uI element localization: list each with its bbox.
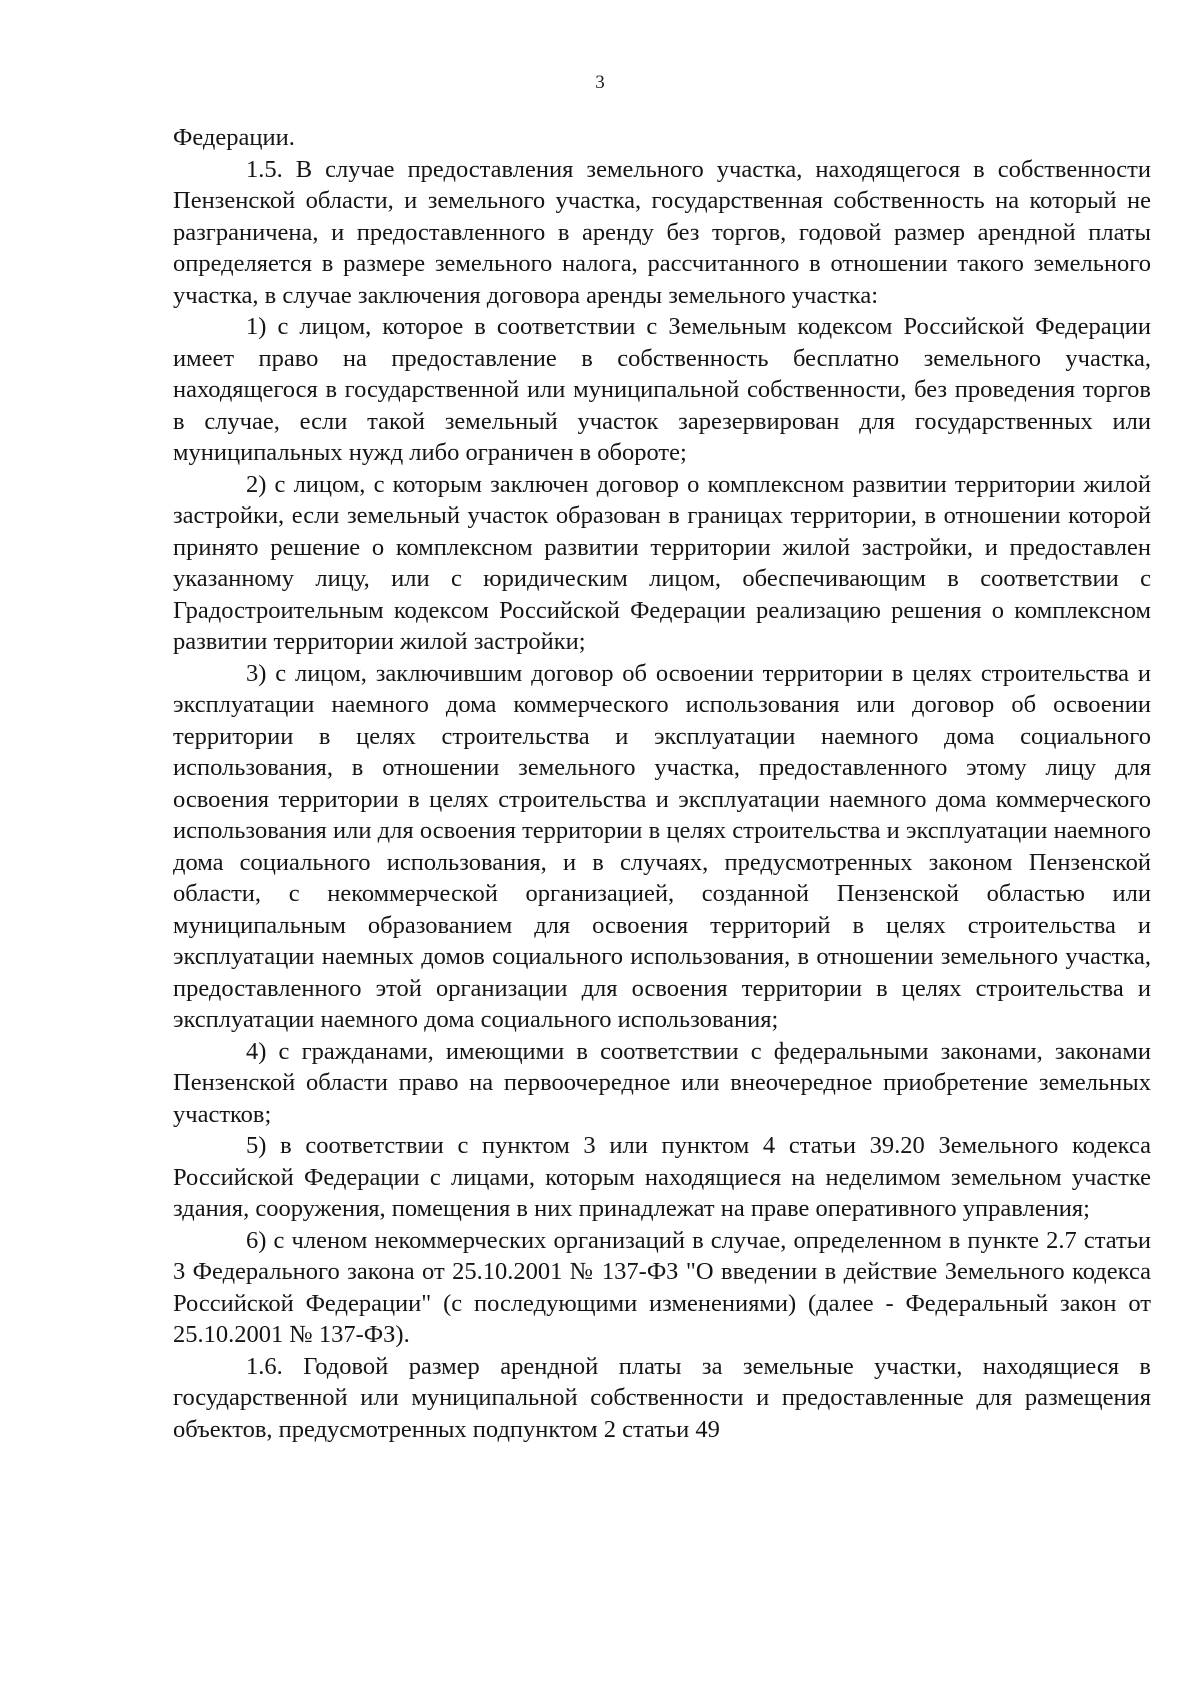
paragraph-clause-1-6: 1.6. Годовой размер арендной платы за земельные участки, находящиеся в государственной или муниципальной собственности и предоставленные для размещения объектов, предусмотренных подпунктом 2 статьи 49 — [173, 1352, 1151, 1443]
document-body — [173, 122, 1151, 1445]
paragraph-item-1: 1) с лицом, которое в соответствии с Земельным кодексом Российской Федерации имеет право на предоставление в собственность бесплатно земельного участка, находящегося в государственной или муниципальной собственности, без проведения торгов в случае, если такой земельный участок зарезервирован для государственных или муниципальных нужд либо ограничен в обороте; — [173, 313, 1151, 466]
paragraph-continuation: Федерации. — [173, 124, 295, 151]
paragraph-item-4: 4) с гражданами, имеющими в соответствии с федеральными законами, законами Пензенской области право на первоочередное или внеочередное приобретение земельных участков; — [173, 1037, 1151, 1128]
paragraph-item-6: 6) с членом некоммерческих организаций в случае, определенном в пункте 2.7 статьи 3 Федерального закона от 25.10.2001 № 137-ФЗ "О введении в действие Земельного кодекса Российской Федерации" (с последующими изменениями) (далее - Федеральный закон от 25.10.2001 № 137-ФЗ). — [173, 1226, 1151, 1348]
paragraph-item-3: 3) с лицом, заключившим договор об освоении территории в целях строительства и эксплуатации наемного дома коммерческого использования или договор об освоении территории в целях строительства и эксплуатации наемного дома социального использования, в отношении земельного участка, предоставленного этому лицу для освоения территории в целях строительства и эксплуатации наемного дома коммерческого использования или для освоения территории в целях строительства и эксплуатации наемного дома социального использования, и в случаях, предусмотренных законом Пензенской области, с некоммерческой организацией, созданной Пензенской областью или муниципальным образованием для освоения территорий в целях строительства и эксплуатации наемных домов социального использования, в отношении земельного участка, предоставленного этой организации для освоения территории в целях строительства и эксплуатации наемного дома социального использования; — [173, 659, 1151, 1033]
paragraph-clause-1-5: 1.5. В случае предоставления земельного участка, находящегося в собственности Пензенской области, и земельного участка, государственная собственность на который не разграничена, и предоставленного в аренду без торгов, годовой размер арендной платы определяется в размере земельного налога, рассчитанного в отношении такого земельного участка, в случае заключения договора аренды земельного участка: — [173, 155, 1151, 309]
paragraph-item-5: 5) в соответствии с пунктом 3 или пунктом 4 статьи 39.20 Земельного кодекса Российской Федерации с лицами, которым находящиеся на неделимом земельном участке здания, сооружения, помещения в них принадлежат на праве оперативного управления; — [173, 1132, 1151, 1222]
page-number: 3 — [595, 72, 605, 93]
paragraph-item-2: 2) с лицом, с которым заключен договор о комплексном развитии территории жилой застройки, если земельный участок образован в границах территории, в отношении которой принято решение о комплексном развитии территории жилой застройки, и предоставлен указанному лицу, или с юридическим лицом, обеспечивающим в соответствии с Градостроительным кодексом Российской Федерации реализацию решения о комплексном развитии территории жилой застройки; — [173, 470, 1151, 655]
